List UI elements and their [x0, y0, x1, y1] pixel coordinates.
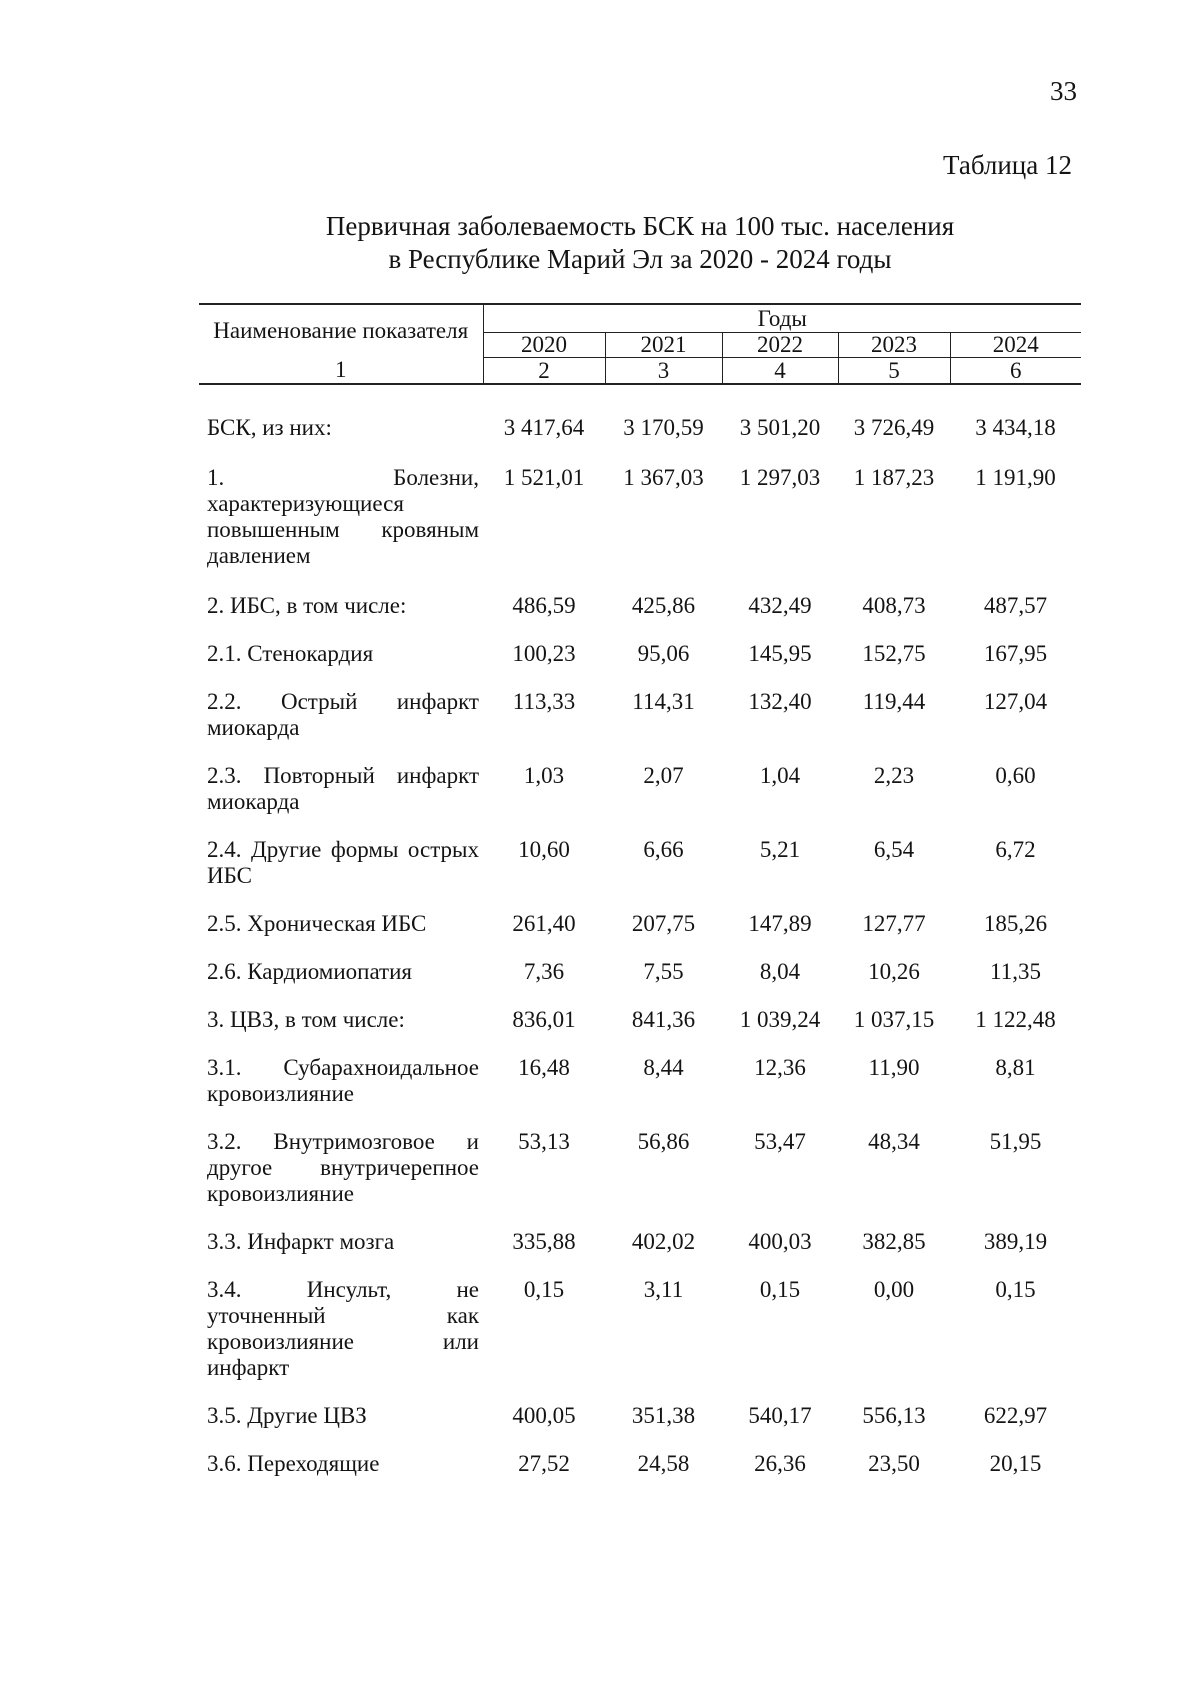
- value-cell-2024: 8,81: [995, 1055, 1036, 1080]
- value-cell-2020: 0,15: [523, 1277, 565, 1302]
- header-year-2023: 2023: [838, 333, 950, 358]
- value-cell-2020: 335,88: [512, 1229, 576, 1254]
- value-cell-2024: 389,19: [983, 1229, 1048, 1254]
- value-cell-2022: 145,95: [748, 641, 812, 666]
- table-row: [199, 384, 1081, 441]
- value-cell-2024: 20,15: [989, 1451, 1042, 1476]
- value-cell-2021: 8,44: [643, 1055, 684, 1080]
- value-cell-2021: 7,55: [643, 959, 684, 984]
- indicator-name: БСК, из них:: [207, 415, 332, 440]
- header-col-number-6: 6: [950, 358, 1081, 385]
- indicator-name: 2.2. Острый инфаркт миокарда: [207, 689, 479, 740]
- table-row: [199, 889, 1081, 937]
- value-cell-2022: 8,04: [759, 959, 801, 984]
- header-year-2021: 2021: [605, 333, 722, 358]
- table-body: [199, 384, 1081, 1477]
- table-row: [199, 815, 1081, 889]
- value-cell-2021: 425,86: [631, 593, 696, 618]
- value-cell-2024: 0,15: [995, 1277, 1036, 1302]
- value-cell-2023: 0,00: [873, 1277, 915, 1302]
- indicator-name: 3.4. Инсульт, не уточненный как кровоизлияние или инфаркт: [207, 1277, 479, 1380]
- value-cell-2024: 11,35: [990, 959, 1041, 984]
- table-row: [199, 441, 1081, 569]
- value-cell-2021: 6,66: [643, 837, 684, 862]
- value-cell-2024: 185,26: [983, 911, 1048, 936]
- value-cell-2021: 95,06: [637, 641, 690, 666]
- table-row: [199, 1033, 1081, 1107]
- value-cell-2023: 408,73: [862, 593, 926, 618]
- indicator-name: 3.5. Другие ЦВЗ: [207, 1403, 367, 1428]
- value-cell-2024: 622,97: [983, 1403, 1048, 1428]
- value-cell-2023: 11,90: [868, 1055, 920, 1080]
- value-cell-2023: 119,44: [862, 689, 926, 714]
- value-cell-2022: 3 501,20: [739, 415, 821, 440]
- header-year-2022: 2022: [722, 333, 838, 358]
- table-row: [199, 741, 1081, 815]
- value-cell-2020: 1,03: [523, 763, 565, 788]
- value-cell-2022: 0,15: [759, 1277, 801, 1302]
- header-years-group: Годы: [483, 304, 1081, 333]
- value-cell-2024: 487,57: [983, 593, 1048, 618]
- header-col-number-4: 4: [722, 358, 838, 385]
- value-cell-2022: 5,21: [759, 837, 801, 862]
- value-cell-2023: 1 187,23: [853, 465, 935, 490]
- value-cell-2020: 100,23: [512, 641, 576, 666]
- table-row: [199, 1107, 1081, 1207]
- indicator-name: 2.5. Хроническая ИБС: [207, 911, 427, 936]
- table-row: [199, 569, 1081, 619]
- value-cell-2024: 1 122,48: [975, 1007, 1056, 1032]
- value-cell-2020: 1 521,01: [503, 465, 585, 490]
- value-cell-2022: 1 039,24: [739, 1007, 821, 1032]
- table-title-line-1: Первичная заболеваемость БСК на 100 тыс. населения: [325, 211, 955, 241]
- value-cell-2024: 127,04: [983, 689, 1048, 714]
- indicator-name: 1. Болезни, характеризующиеся повышенным кровяным давлением: [207, 465, 479, 568]
- header-indicator-name: Наименование показателя: [199, 304, 483, 358]
- indicator-name: 3.1. Субарахноидальное кровоизлияние: [207, 1055, 479, 1106]
- value-cell-2024: 6,72: [995, 837, 1036, 862]
- header-col-number-1: 1: [199, 358, 483, 385]
- table-label: Таблица 12: [943, 150, 1072, 180]
- table-title-line-2: в Республике Марий Эл за 2020 - 2024 годы: [388, 244, 892, 274]
- table-header: [199, 304, 1081, 384]
- table-row: [199, 1381, 1081, 1429]
- header-col-number-2: 2: [483, 358, 605, 385]
- value-cell-2021: 207,75: [631, 911, 696, 936]
- value-cell-2020: 16,48: [518, 1055, 570, 1080]
- value-cell-2022: 26,36: [754, 1451, 806, 1476]
- indicator-name: 2.1. Стенокардия: [207, 641, 374, 666]
- value-cell-2021: 56,86: [637, 1129, 690, 1154]
- incidence-table: [199, 303, 1081, 1477]
- table-row: [199, 985, 1081, 1033]
- value-cell-2023: 6,54: [873, 837, 915, 862]
- value-cell-2022: 432,49: [748, 593, 812, 618]
- value-cell-2023: 2,23: [873, 763, 915, 788]
- value-cell-2020: 53,13: [518, 1129, 570, 1154]
- value-cell-2021: 351,38: [631, 1403, 696, 1428]
- value-cell-2023: 3 726,49: [853, 415, 935, 440]
- table-row: [199, 1207, 1081, 1255]
- value-cell-2024: 167,95: [983, 641, 1048, 666]
- value-cell-2023: 23,50: [868, 1451, 920, 1476]
- value-cell-2023: 152,75: [862, 641, 926, 666]
- value-cell-2023: 10,26: [868, 959, 920, 984]
- value-cell-2023: 1 037,15: [853, 1007, 935, 1032]
- value-cell-2022: 147,89: [748, 911, 812, 936]
- header-year-2020: 2020: [483, 333, 605, 358]
- value-cell-2021: 3,11: [643, 1277, 684, 1302]
- table-row: [199, 667, 1081, 741]
- value-cell-2021: 24,58: [637, 1451, 690, 1476]
- table-row: [199, 1429, 1081, 1477]
- value-cell-2020: 836,01: [512, 1007, 576, 1032]
- value-cell-2020: 3 417,64: [503, 415, 585, 440]
- table-row: [199, 1255, 1081, 1381]
- value-cell-2020: 27,52: [518, 1451, 570, 1476]
- value-cell-2021: 402,02: [631, 1229, 696, 1254]
- value-cell-2021: 2,07: [643, 763, 684, 788]
- value-cell-2023: 48,34: [868, 1129, 920, 1154]
- value-cell-2021: 841,36: [631, 1007, 696, 1032]
- value-cell-2022: 53,47: [754, 1129, 806, 1154]
- value-cell-2020: 261,40: [512, 911, 576, 936]
- table-title: [0, 210, 1200, 276]
- indicator-name: 2.6. Кардиомиопатия: [207, 959, 412, 984]
- value-cell-2024: 0,60: [995, 763, 1036, 788]
- value-cell-2020: 486,59: [512, 593, 576, 618]
- indicator-name: 2.3. Повторный инфаркт миокарда: [207, 763, 479, 814]
- value-cell-2022: 1,04: [759, 763, 801, 788]
- header-col-number-5: 5: [838, 358, 950, 385]
- value-cell-2020: 113,33: [512, 689, 576, 714]
- indicator-name: 2. ИБС, в том числе:: [207, 593, 407, 618]
- indicator-name: 3.3. Инфаркт мозга: [207, 1229, 395, 1254]
- value-cell-2024: 3 434,18: [975, 415, 1056, 440]
- value-cell-2022: 540,17: [748, 1403, 812, 1428]
- value-cell-2024: 51,95: [989, 1129, 1042, 1154]
- value-cell-2022: 132,40: [748, 689, 812, 714]
- value-cell-2020: 7,36: [523, 959, 565, 984]
- value-cell-2024: 1 191,90: [975, 465, 1056, 490]
- indicator-name: 3.2. Внутримозговое и другое внутричерепное кровоизлияние: [207, 1129, 479, 1206]
- value-cell-2022: 400,03: [748, 1229, 812, 1254]
- indicator-name: 3.6. Переходящие: [207, 1451, 380, 1476]
- page-number: 33: [1050, 76, 1077, 106]
- value-cell-2021: 1 367,03: [623, 465, 704, 490]
- indicator-name: 3. ЦВЗ, в том числе:: [207, 1007, 405, 1032]
- value-cell-2023: 556,13: [862, 1403, 926, 1428]
- value-cell-2022: 12,36: [754, 1055, 806, 1080]
- value-cell-2020: 400,05: [512, 1403, 576, 1428]
- value-cell-2021: 3 170,59: [623, 415, 704, 440]
- indicator-name: 2.4. Другие формы острых ИБС: [207, 837, 479, 888]
- value-cell-2021: 114,31: [632, 689, 695, 714]
- header-col-number-3: 3: [605, 358, 722, 385]
- table-row: [199, 619, 1081, 667]
- value-cell-2023: 382,85: [862, 1229, 926, 1254]
- value-cell-2020: 10,60: [518, 837, 570, 862]
- table-row: [199, 937, 1081, 985]
- value-cell-2022: 1 297,03: [739, 465, 821, 490]
- header-year-2024: 2024: [950, 333, 1081, 358]
- value-cell-2023: 127,77: [862, 911, 926, 936]
